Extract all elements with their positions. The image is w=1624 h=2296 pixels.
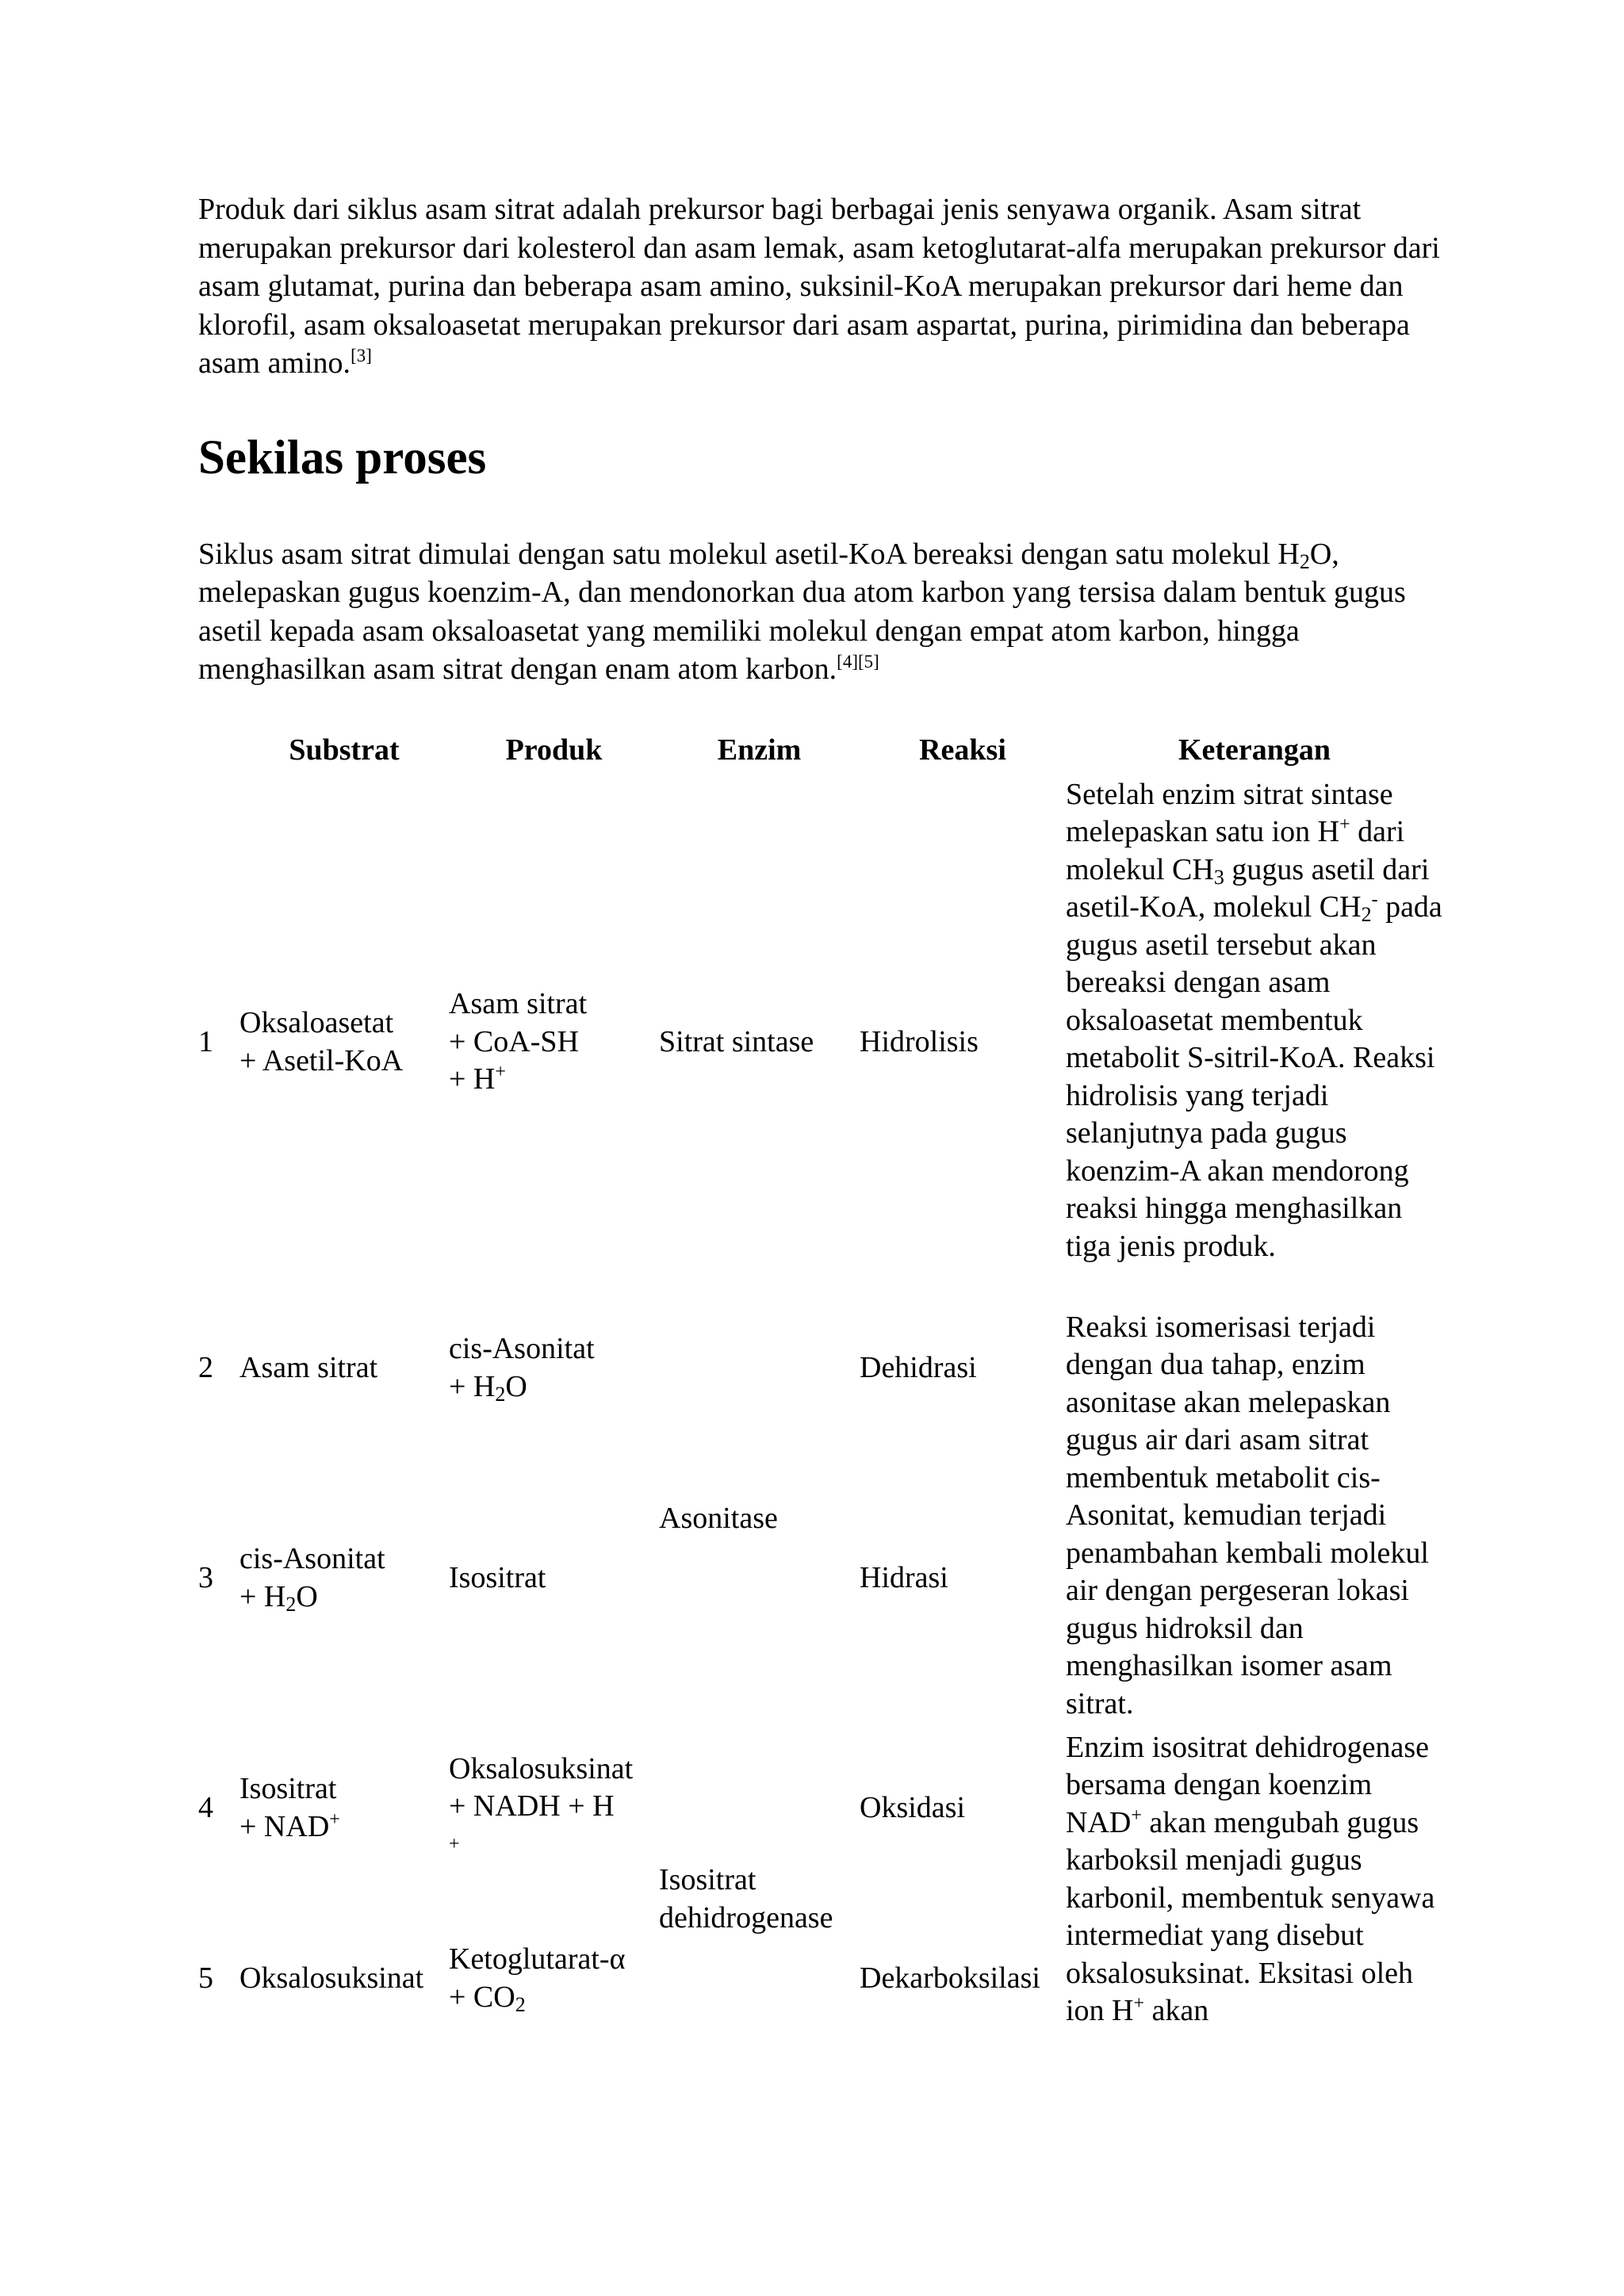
substrat-cell — [239, 1428, 449, 1729]
table-row — [198, 1729, 1443, 1888]
row-number: 5 — [198, 1961, 213, 1995]
reaksi-cell: Hidrasi — [860, 1560, 948, 1594]
produk-cell — [449, 1888, 659, 2070]
keterangan-cell — [1066, 776, 1443, 1309]
subscript: 2 — [1299, 549, 1310, 573]
produk-line: + CoA-SH — [449, 1024, 579, 1058]
keterangan-text: akan mengubah gugus karboksil menjadi gugus karbonil, membentuk senyawa intermediat yang disebut oksalosuksinat. Eksitasi oleh ion H — [1066, 1805, 1435, 2027]
produk-cell — [449, 1309, 659, 1428]
subscript: 2 — [495, 1382, 506, 1406]
substrat-line: O — [296, 1579, 318, 1613]
superscript: + — [1339, 814, 1350, 835]
header-reaksi: Reaksi — [919, 733, 1006, 767]
process-paragraph-text-b: O, melepaskan gugus koenzim-A, dan mendonorkan dua atom karbon yang tersisa dalam bentuk gugus asetil kepada asam oksaloasetat yang memiliki molekul dengan empat atom karbon, hingga menghasilkan asam sitrat dengan enam atom karbon. — [198, 537, 1406, 686]
superscript: - — [1371, 890, 1378, 910]
enzim-line: dehidrogenase — [659, 1900, 833, 1934]
reaksi-cell: Dekarboksilasi — [860, 1961, 1040, 1995]
document-content — [198, 190, 1443, 2070]
header-enzim: Enzim — [717, 733, 802, 767]
produk-cell — [449, 1729, 659, 1888]
produk-cell — [449, 776, 659, 1309]
row-number: 3 — [198, 1560, 213, 1594]
reaksi-cell: Dehidrasi — [860, 1350, 977, 1384]
superscript: + — [449, 1833, 460, 1854]
subscript: 2 — [515, 1992, 526, 2016]
substrat-line: cis-Asonitat — [239, 1542, 385, 1575]
keterangan-cell: Reaksi isomerisasi terjadi dengan dua tahap, enzim asonitase akan melepaskan gugus air dari asam sitrat membentuk metabolit cis-Asonitat, kemudian terjadi penambahan kembali molekul air dengan pergeseran lokasi gugus hidroksil dan menghasilkan isomer asam sitrat. — [1066, 1310, 1429, 1720]
reaksi-cell: Oksidasi — [860, 1790, 965, 1824]
produk-line: + H — [449, 1369, 496, 1403]
substrat-cell — [239, 776, 449, 1309]
keterangan-text: gugus asetil dari asetil-KoA, molekul CH — [1066, 852, 1430, 924]
header-number — [198, 730, 239, 776]
citation-ref[interactable]: [3] — [350, 346, 372, 365]
table-row — [198, 776, 1443, 1309]
produk-cell: Isositrat — [449, 1560, 546, 1594]
header-substrat: Substrat — [289, 733, 400, 767]
reaksi-cell: Hidrolisis — [860, 1024, 979, 1058]
process-paragraph — [198, 535, 1443, 689]
substrat-line: + H — [239, 1579, 286, 1613]
subscript: 3 — [1213, 865, 1224, 889]
substrat-cell — [239, 1729, 449, 1888]
produk-line: + NADH + H — [449, 1789, 615, 1823]
header-keterangan: Keterangan — [1178, 733, 1331, 767]
substrat-line: Isositrat — [239, 1772, 337, 1805]
produk-line: Ketoglutarat-α — [449, 1942, 626, 1976]
substrat-cell: Oksalosuksinat — [239, 1961, 424, 1995]
row-number: 2 — [198, 1350, 213, 1384]
produk-line: + H — [449, 1062, 496, 1096]
substrat-cell: Asam sitrat — [239, 1350, 378, 1384]
superscript: + — [329, 1808, 340, 1830]
substrat-line: + Asetil-KoA — [239, 1043, 404, 1077]
header-produk: Produk — [505, 733, 603, 767]
row-number: 1 — [198, 1024, 213, 1058]
produk-line: O — [505, 1369, 527, 1403]
keterangan-text: akan — [1144, 1994, 1209, 2027]
keterangan-text: dari molekul CH — [1066, 815, 1405, 886]
row-number: 4 — [198, 1790, 213, 1824]
superscript: + — [1133, 1993, 1145, 2014]
subscript: 2 — [1361, 903, 1372, 926]
substrat-line: Oksaloasetat — [239, 1006, 394, 1039]
keterangan-cell — [1066, 1729, 1443, 2070]
keterangan-text: Setelah enzim sitrat sintase melepaskan satu ion H — [1066, 777, 1393, 848]
superscript: + — [495, 1062, 506, 1083]
table-row — [198, 1309, 1443, 1428]
enzim-line: Isositrat — [659, 1863, 756, 1896]
intro-paragraph-text: Produk dari siklus asam sitrat adalah prekursor bagi berbagai jenis senyawa organik. Asam sitrat merupakan prekursor dari kolesterol dan asam lemak, asam ketoglutarat-alfa merupakan prekursor dari asam glutamat, purina dan beberapa asam amino, suksinil-KoA merupakan prekursor dari heme dan klorofil, asam oksaloasetat merupakan prekursor dari asam aspartat, purina, pirimidina dan beberapa asam amino. — [198, 193, 1440, 380]
enzim-cell: Asonitase — [659, 1501, 778, 1535]
subscript: 2 — [285, 1592, 297, 1616]
intro-paragraph — [198, 190, 1443, 383]
superscript: + — [1131, 1804, 1142, 1826]
keterangan-text: Enzim isositrat dehidrogenase bersama dengan koenzim NAD — [1066, 1730, 1429, 1839]
keterangan-text: pada gugus asetil tersebut akan bereaksi dengan asam oksaloasetat membentuk metabolit S-sitril-KoA. Reaksi hidrolisis yang terjadi selanjutnya pada gugus koenzim-A akan mendorong reaksi hingga menghasilkan tiga jenis produk. — [1066, 890, 1442, 1263]
process-paragraph-text-a: Siklus asam sitrat dimulai dengan satu molekul asetil-KoA bereaksi dengan satu molekul H — [198, 537, 1300, 571]
substrat-line: + NAD — [239, 1809, 330, 1843]
enzim-cell: Sitrat sintase — [659, 1024, 814, 1058]
enzim-cell — [659, 1729, 860, 2070]
produk-line: + CO — [449, 1980, 515, 2014]
produk-line: Asam sitrat — [449, 987, 588, 1021]
table-header-row — [198, 730, 1443, 776]
produk-line: cis-Asonitat — [449, 1332, 595, 1365]
citation-ref[interactable]: [4][5] — [837, 652, 879, 672]
citric-acid-cycle-table — [198, 730, 1443, 2070]
produk-line: Oksalosuksinat — [449, 1751, 634, 1785]
section-heading: Sekilas proses — [198, 430, 487, 484]
